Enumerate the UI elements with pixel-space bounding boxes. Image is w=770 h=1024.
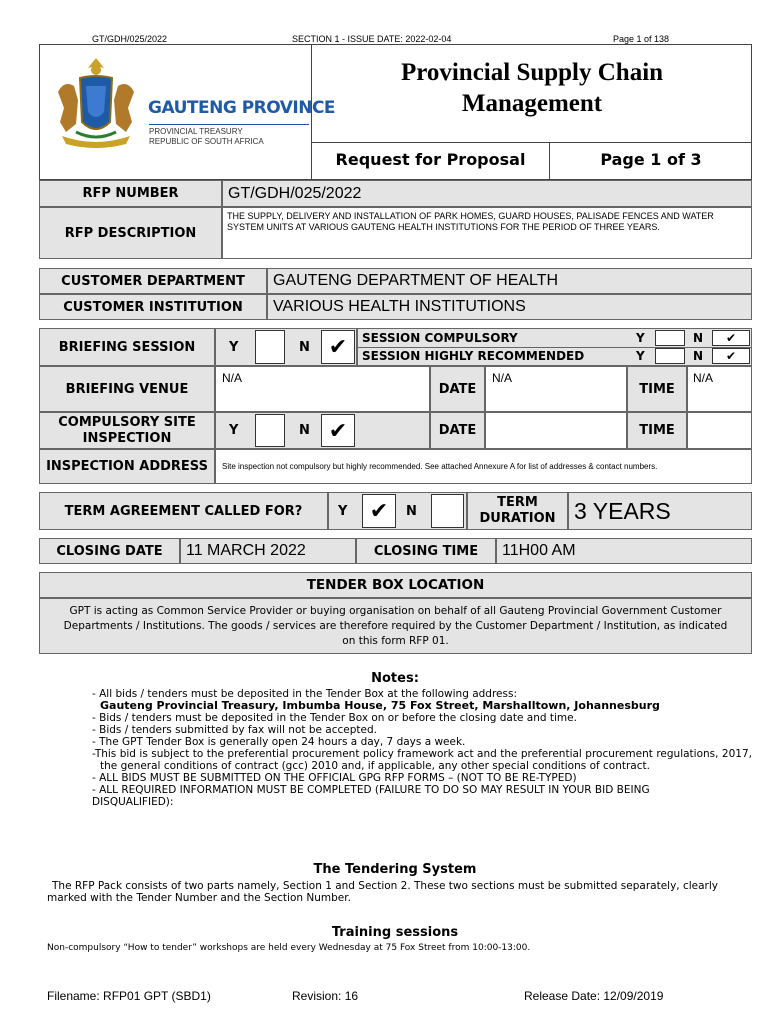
request-for-proposal: Request for Proposal: [335, 150, 526, 169]
compulsory-y-checkbox[interactable]: [655, 330, 685, 346]
coat-of-arms-icon: [46, 52, 146, 152]
note-deposit: - Bids / tenders must be deposited in the Tender Box on or before the closing date and time.: [92, 712, 577, 724]
logo-province: GAUTENG PROVINCE: [148, 98, 336, 118]
term-duration-label: TERM DURATION: [467, 492, 568, 530]
briefing-date-label: DATE: [430, 366, 485, 412]
session-recommended-label: SESSION HIGHLY RECOMMENDED: [362, 349, 585, 363]
site-date-label: DATE: [430, 412, 485, 449]
closing-time: 11H00 AM: [496, 538, 752, 564]
session-compulsory-label: SESSION COMPULSORY: [362, 331, 518, 345]
page-counter: Page 1 of 138: [613, 34, 670, 44]
term-agreement-label: TERM AGREEMENT CALLED FOR?: [39, 492, 328, 530]
page-of: Page 1 of 3: [600, 150, 702, 169]
inspection-address-label: INSPECTION ADDRESS: [39, 449, 215, 484]
term-n-checkbox[interactable]: [431, 494, 464, 528]
rfp-number: GT/GDH/025/2022: [222, 180, 752, 207]
note-official-forms: - ALL BIDS MUST BE SUBMITTED ON THE OFFICIAL GPG RFP FORMS – (NOT TO BE RE-TYPED): [92, 772, 577, 784]
site-date-value[interactable]: [485, 412, 627, 449]
site-inspection-label: COMPULSORY SITE INSPECTION: [39, 412, 215, 449]
briefing-time-label: TIME: [627, 366, 687, 412]
logo-line1: PROVINCIAL TREASURY: [149, 127, 243, 136]
customer-institution: VARIOUS HEALTH INSTITUTIONS: [267, 294, 752, 320]
rfp-number-label: RFP NUMBER: [39, 180, 222, 207]
briefing-y-checkbox[interactable]: [255, 330, 285, 364]
recommended-n-checkbox[interactable]: ✔: [712, 348, 750, 364]
tender-box-title: TENDER BOX LOCATION: [39, 572, 752, 598]
doc-ref: GT/GDH/025/2022: [92, 34, 168, 44]
compulsory-n-checkbox[interactable]: ✔: [712, 330, 750, 346]
briefing-time: N/A: [687, 366, 752, 412]
footer-release-date: Release Date: 12/09/2019: [524, 989, 664, 1003]
rfp-description: THE SUPPLY, DELIVERY AND INSTALLATION OF PARK HOMES, GUARD HOUSES, PALISADE FENCES AND WATER SYSTEM UNITS AT VARIOUS GAUTENG HEALTH INSTITUTIONS FOR THE PERIOD OF THREE YEARS.: [222, 207, 752, 259]
note-hours: - The GPT Tender Box is generally open 24 hours a day, 7 days a week.: [92, 736, 466, 748]
tendering-title: The Tendering System: [313, 862, 477, 877]
customer-institution-label: CUSTOMER INSTITUTION: [39, 294, 267, 320]
site-time-label: TIME: [627, 412, 687, 449]
note-fax: - Bids / tenders submitted by fax will not be accepted.: [92, 724, 377, 736]
site-n-checkbox[interactable]: ✔: [321, 414, 355, 447]
compulsory-y-label: Y: [636, 331, 645, 345]
customer-department-label: CUSTOMER DEPARTMENT: [39, 268, 267, 294]
closing-date-label: CLOSING DATE: [39, 538, 180, 564]
briefing-n-checkbox[interactable]: ✔: [321, 330, 355, 364]
tendering-text: The RFP Pack consists of two parts namely, Section 1 and Section 2. These two sections must be submitted separately, clearly marked with the Tender Number and the Section Number.: [47, 880, 718, 904]
recommended-n-label: N: [693, 349, 704, 363]
briefing-n-label: N: [299, 340, 310, 355]
note-ppfa: -This bid is subject to the preferential procurement policy framework act and the preferential procurement regulations, 2017, the general conditions of contract (gcc) 2010 and, if applicable, any other special conditions of contract.: [92, 748, 752, 772]
section-issue: SECTION 1 - ISSUE DATE: 2022-02-04: [292, 34, 452, 44]
note-address-intro: - All bids / tenders must be deposited in the Tender Box at the following address:: [92, 688, 517, 700]
site-time-value[interactable]: [687, 412, 752, 449]
recommended-y-checkbox[interactable]: [655, 348, 685, 364]
title-line1: Provincial Supply Chain: [400, 59, 664, 86]
site-n-label: N: [299, 423, 310, 438]
title-line2: Management: [461, 90, 603, 117]
closing-date: 11 MARCH 2022: [180, 538, 356, 564]
training-title: Training sessions: [331, 925, 459, 940]
closing-time-label: CLOSING TIME: [356, 538, 496, 564]
rfp-description-label: RFP DESCRIPTION: [39, 207, 222, 259]
note-required-info: - ALL REQUIRED INFORMATION MUST BE COMPLETED (FAILURE TO DO SO MAY RESULT IN YOUR BID BEING DISQUALIFIED):: [92, 784, 650, 808]
footer-revision: Revision: 16: [292, 989, 359, 1003]
notes-title: Notes:: [371, 671, 419, 686]
briefing-session-label: BRIEFING SESSION: [39, 328, 215, 366]
recommended-y-label: Y: [636, 349, 645, 363]
site-y-checkbox[interactable]: [255, 414, 285, 447]
compulsory-n-label: N: [693, 331, 704, 345]
inspection-address: Site inspection not compulsory but highly recommended. See attached Annexure A for list of addresses & contact numbers.: [215, 449, 752, 484]
notes-list: [92, 688, 752, 808]
note-address: Gauteng Provincial Treasury, Imbumba House, 75 Fox Street, Marshalltown, Johannesburg: [100, 699, 660, 712]
footer-filename: Filename: RFP01 GPT (SBD1): [47, 989, 211, 1003]
customer-department: GAUTENG DEPARTMENT OF HEALTH: [267, 268, 752, 294]
briefing-y-label: Y: [229, 340, 239, 355]
logo-line2: REPUBLIC OF SOUTH AFRICA: [149, 137, 264, 146]
briefing-venue: N/A: [215, 366, 430, 412]
term-n-label: N: [406, 504, 417, 519]
site-y-label: Y: [229, 423, 239, 438]
tender-box-text: GPT is acting as Common Service Provider or buying organisation on behalf of all Gauteng Provincial Government Customer Departments / Institutions. The goods / services are therefore required by the Customer Department / Institution, as indicated on this form RFP 01.: [39, 598, 752, 654]
training-text: Non-compulsory “How to tender” workshops are held every Wednesday at 75 Fox Street from 10:00-13:00.: [47, 943, 531, 953]
briefing-date: N/A: [485, 366, 627, 412]
term-y-checkbox[interactable]: ✔: [362, 494, 396, 528]
term-y-label: Y: [338, 504, 348, 519]
term-duration: 3 YEARS: [568, 492, 752, 530]
briefing-venue-label: BRIEFING VENUE: [39, 366, 215, 412]
